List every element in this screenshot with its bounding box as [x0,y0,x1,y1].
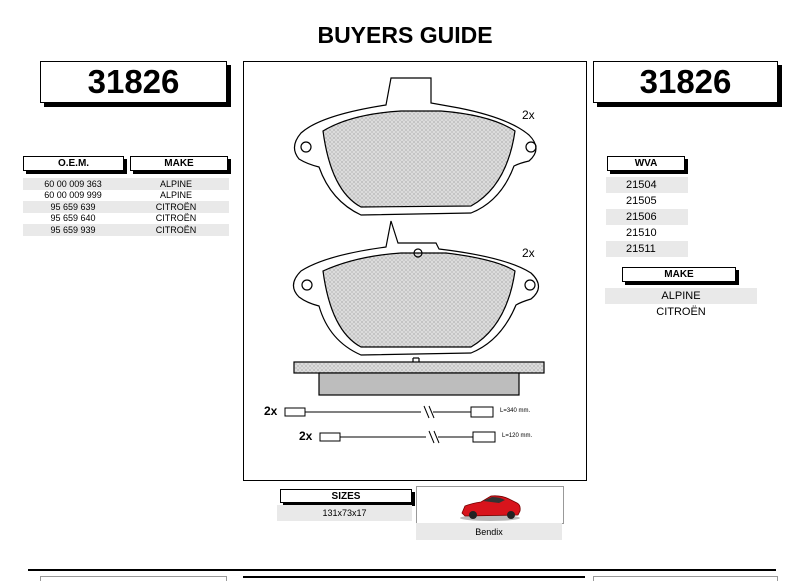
brake-pad-middle [293,221,538,355]
make-header-label: MAKE [664,269,694,280]
oem-number: 60 00 009 999 [44,190,102,201]
make-list [605,288,757,320]
wva-list [606,177,688,257]
oem-make: CITROËN [155,224,197,235]
oem-number: 95 659 939 [50,224,96,235]
car-image [417,487,563,523]
list-item [606,209,688,225]
qty-label-sensor2: 2x [299,429,313,443]
brand-caption-box [416,523,562,540]
oem-header [23,156,124,171]
sensor1-length: L=340 mm. [500,408,531,414]
sizes-value-box [277,505,412,521]
sensor2-length: L=120 mm. [502,433,533,439]
wva-number: 21510 [626,227,657,239]
wva-number: 21504 [626,179,657,191]
list-item [606,225,688,241]
oem-make: CITROËN [155,201,197,212]
wear-sensor-short [320,431,495,443]
sizes-value: 131x73x17 [322,508,367,518]
list-item [606,193,688,209]
oem-make: CITROËN [155,213,197,224]
qty-label-top: 2x [522,108,535,122]
section-divider [28,569,776,571]
oem-make-header-label: MAKE [164,158,194,169]
next-section-box-left [40,576,227,581]
list-item [605,304,757,320]
oem-header-label: O.E.M. [57,158,90,169]
list-item [606,241,688,257]
oem-number: 60 00 009 363 [44,178,102,189]
part-number-left: 31826 [87,63,180,100]
make-header [622,267,736,282]
table-row [23,190,229,202]
qty-label-middle: 2x [522,246,535,260]
table-row [23,213,229,225]
qty-label-sensor1: 2x [264,404,278,418]
table-row [23,178,229,190]
oem-make-header [130,156,228,171]
part-number-right: 31826 [639,63,732,100]
next-section-box-right [593,576,778,581]
part-number-box-right [593,61,778,103]
page-title: BUYERS GUIDE [317,22,493,48]
sizes-header-label: SIZES [331,490,361,502]
wear-sensor-long [285,406,493,418]
list-item [605,288,757,304]
oem-make: ALPINE [159,190,192,201]
brake-pad-top [294,78,536,215]
oem-table [23,178,229,236]
oem-number: 95 659 640 [50,213,96,224]
brand-caption: Bendix [475,526,503,537]
oem-number: 95 659 639 [50,201,96,212]
next-section-frame [243,576,585,582]
wva-number: 21511 [626,243,656,255]
make-name: CITROËN [656,306,706,318]
wva-number: 21506 [626,211,657,223]
wva-header-label: WVA [634,158,658,169]
part-number-box-left [40,61,227,103]
product-drawing-frame [243,61,587,481]
sizes-header [280,489,412,503]
brake-pad-side-profile [294,358,544,395]
table-row [23,201,229,213]
wva-number: 21505 [626,195,657,207]
wva-header [607,156,685,171]
oem-make: ALPINE [159,178,192,189]
brake-pad-drawing [244,62,586,480]
table-row [23,224,229,236]
make-name: ALPINE [661,290,701,302]
vehicle-image-frame [416,486,564,524]
list-item [606,177,688,193]
